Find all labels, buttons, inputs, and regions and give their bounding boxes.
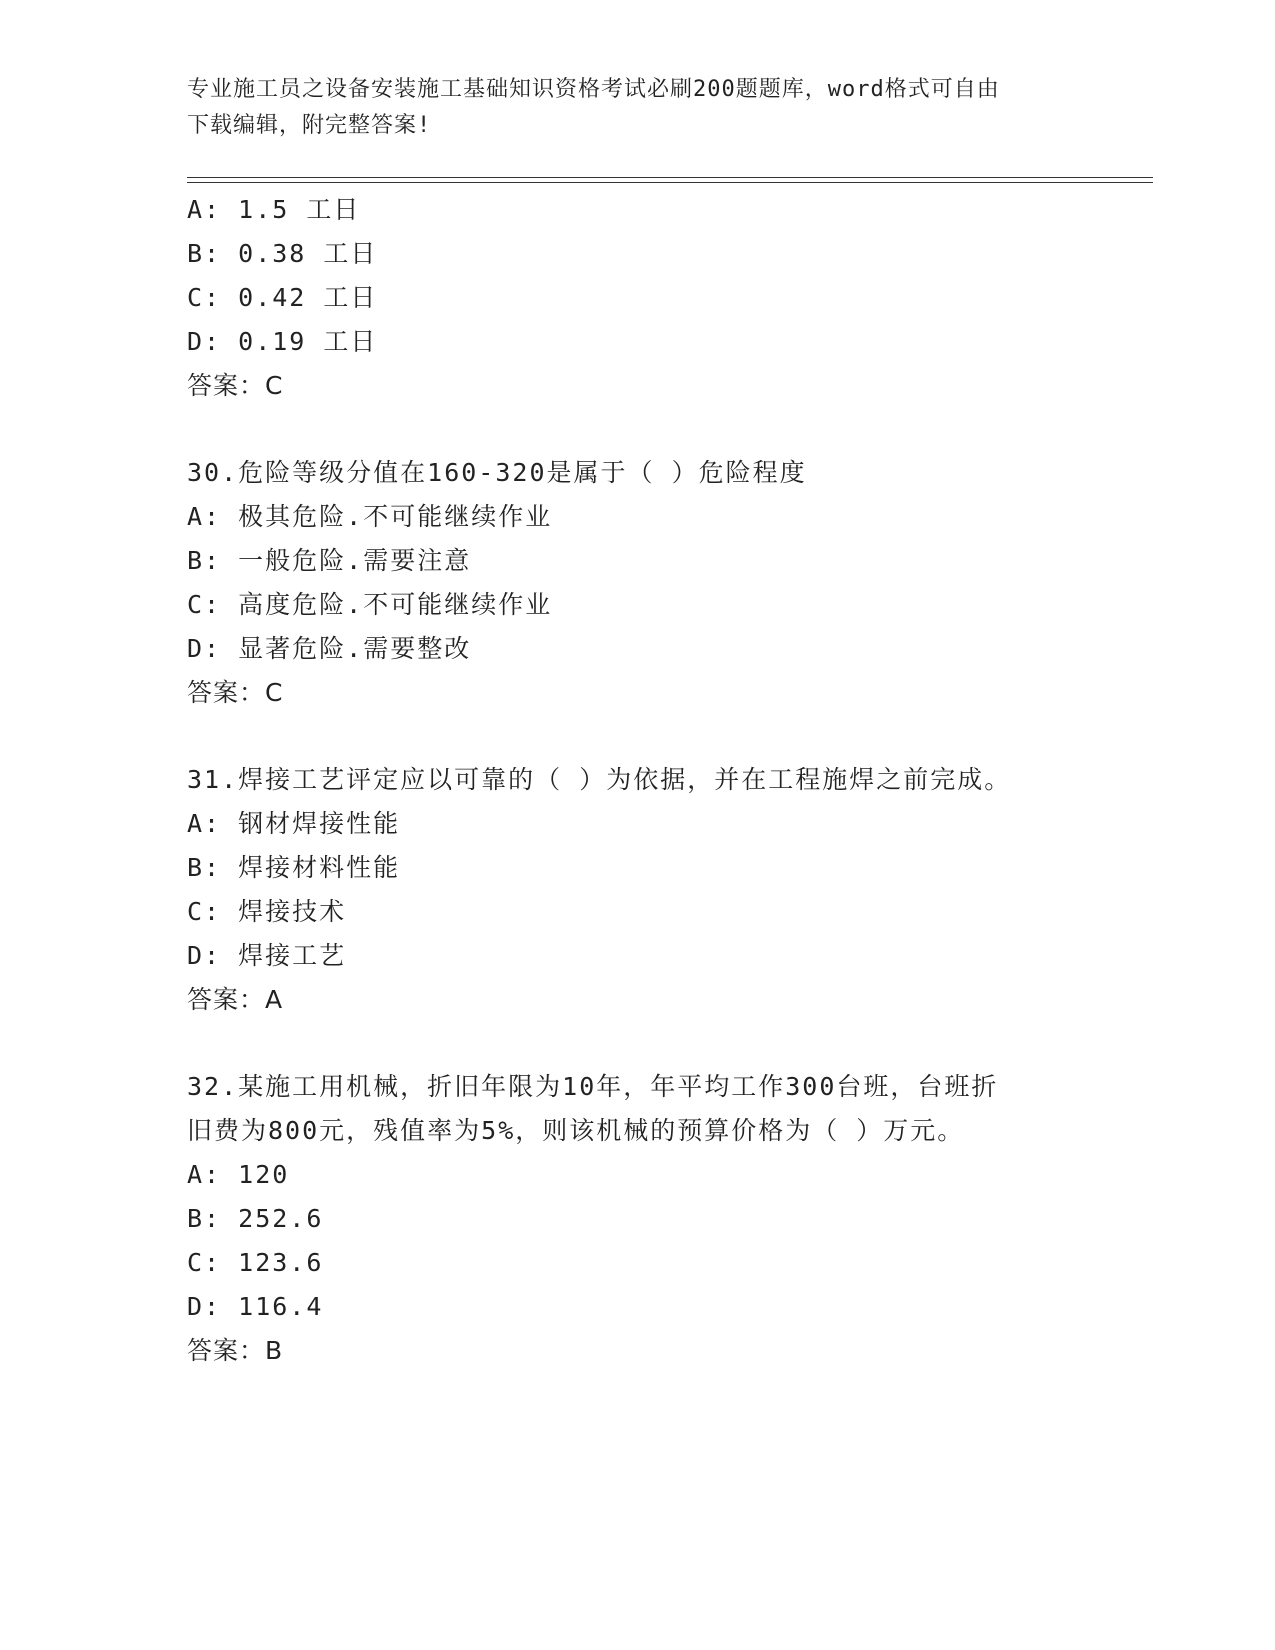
prev-option-b: B: 0.38 工日 xyxy=(187,239,378,268)
prev-option-c: C: 0.42 工日 xyxy=(187,283,378,312)
q32-option-a: A: 120 xyxy=(187,1160,290,1189)
q32-stem-line-2: 旧费为800元，残值率为5%，则该机械的预算价格为（ ）万元。 xyxy=(187,1116,965,1145)
header-divider-bottom xyxy=(187,182,1153,183)
prev-answer: 答案：C xyxy=(187,371,284,400)
q32-stem-line-1: 32.某施工用机械，折旧年限为10年，年平均工作300台班，台班折 xyxy=(187,1072,999,1101)
header-line-1: 专业施工员之设备安装施工基础知识资格考试必刷200题题库，word格式可自由 xyxy=(187,77,1000,102)
q30-stem: 30.危险等级分值在160-320是属于（ ）危险程度 xyxy=(187,458,807,487)
q32-answer: 答案：B xyxy=(187,1336,284,1365)
prev-option-d: D: 0.19 工日 xyxy=(187,327,378,356)
header-line-2: 下载编辑，附完整答案! xyxy=(187,113,432,138)
q30-option-d: D: 显著危险.需要整改 xyxy=(187,634,472,663)
q31-option-d: D: 焊接工艺 xyxy=(187,941,347,970)
q30-option-a: A: 极其危险.不可能继续作业 xyxy=(187,502,553,531)
document-header xyxy=(187,72,1087,144)
q31-stem: 31.焊接工艺评定应以可靠的（ ）为依据，并在工程施焊之前完成。 xyxy=(187,765,1012,794)
q30-option-b: B: 一般危险.需要注意 xyxy=(187,546,472,575)
header-divider-top xyxy=(187,177,1153,178)
q31-option-a: A: 钢材焊接性能 xyxy=(187,809,401,838)
q31-answer: 答案：A xyxy=(187,985,284,1014)
q30-answer: 答案：C xyxy=(187,678,284,707)
q32-option-d: D: 116.4 xyxy=(187,1292,324,1321)
prev-option-a: A: 1.5 工日 xyxy=(187,195,361,224)
q32-option-c: C: 123.6 xyxy=(187,1248,324,1277)
q32-option-b: B: 252.6 xyxy=(187,1204,324,1233)
q31-option-b: B: 焊接材料性能 xyxy=(187,853,401,882)
q30-option-c: C: 高度危险.不可能继续作业 xyxy=(187,590,553,619)
q31-option-c: C: 焊接技术 xyxy=(187,897,347,926)
